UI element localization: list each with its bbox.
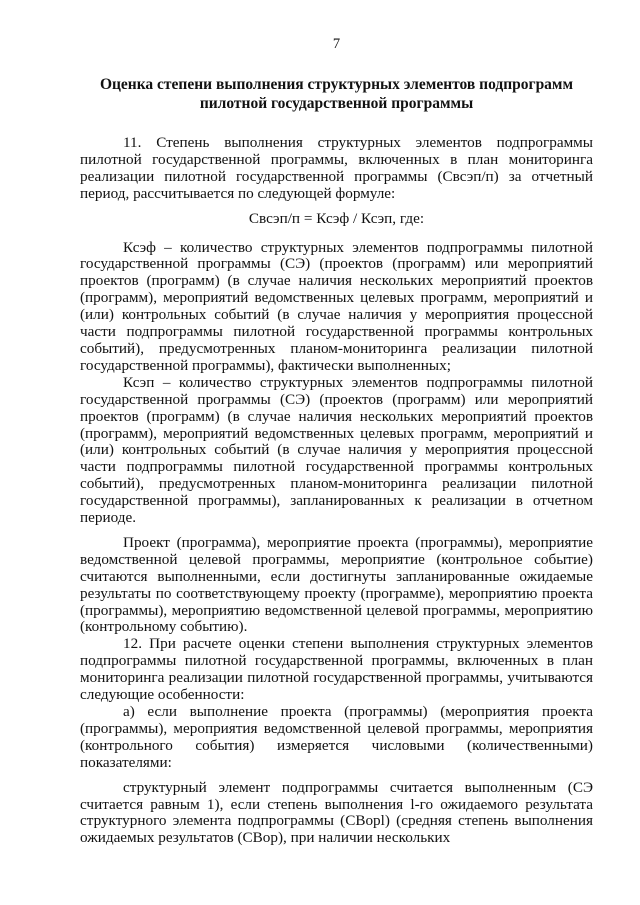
formula: Свсэп/п = Ксэф / Ксэп, где:: [248, 209, 425, 227]
section-title: [80, 75, 593, 113]
paragraph-12-a: а) если выполнение проекта (программы) (мероприятия проекта (программы), мероприятия ведомственной целевой программы, мероприятия (контрольного события) измеряется числовыми (количественными) показателями:: [80, 703, 593, 771]
paragraph-12: 12. При расчете оценки степени выполнения структурных элементов подпрограммы пилотной государственной программы, включенных в план мониторинга реализации пилотной государственной программы, учитываются следующие особенности:: [80, 635, 593, 704]
paragraph-ksep-definition: Ксэп – количество структурных элементов подпрограммы пилотной государственной программы (СЭ) (проектов (программ) или мероприятий проектов (программ) (в случае наличия нескольких мероприятий проектов (программ), мероприятий ведомственных целевых программ, мероприятий и (или) контрольных событий (в случае наличия у мероприятия процессной части подпрограммы пилотной государственной программы контрольных событий), предусмотренных планом-мониторинга реализации пилотной государственной программы), запланированных к реализации в отчетном периоде.: [80, 373, 593, 527]
page-number: 7: [332, 36, 341, 52]
paragraph-ksef-definition: Ксэф – количество структурных элементов подпрограммы пилотной государственной программы (СЭ) (проектов (программ) или мероприятий проектов (программ) (в случае наличия нескольких мероприятий проектов (программ), мероприятий ведомственных целевых программ, мероприятий и (или) контрольных событий (в случае наличия у мероприятия процессной части подпрограммы пилотной государственной программы контрольных событий), предусмотренных планом-мониторинга реализации пилотной государственной программы), фактически выполненных;: [80, 238, 593, 374]
paragraph-structural-element: структурный элемент подпрограммы считается выполненным (СЭ считается равным 1), если степень выполнения l-го ожидаемого результата структурного элемента подпрограммы (СВорl) (средняя степень выполнения ожидаемых результатов (СВор), при наличии нескольких: [80, 778, 593, 847]
section-title-line-1: Оценка степени выполнения структурных элементов подпрограмм: [99, 76, 574, 93]
section-title-line-2: пилотной государственной программы: [199, 95, 474, 112]
paragraph-11: 11. Степень выполнения структурных элементов подпрограммы пилотной государственной программы, включенных в план мониторинга реализации пилотной государственной программы (Свсэп/п) за отчетный период, рассчитывается по следующей формуле:: [80, 134, 593, 202]
paragraph-project-completion: Проект (программа), мероприятие проекта (программы), мероприятие ведомственной целевой программы, мероприятие (контрольное событие) считаются выполненными, если достигнуты запланированные ожидаемые результаты по соответствующему проекту (программе), мероприятию проекта (программы), мероприятию ведомственной целевой программы, мероприятию (контрольному событию).: [80, 533, 593, 636]
